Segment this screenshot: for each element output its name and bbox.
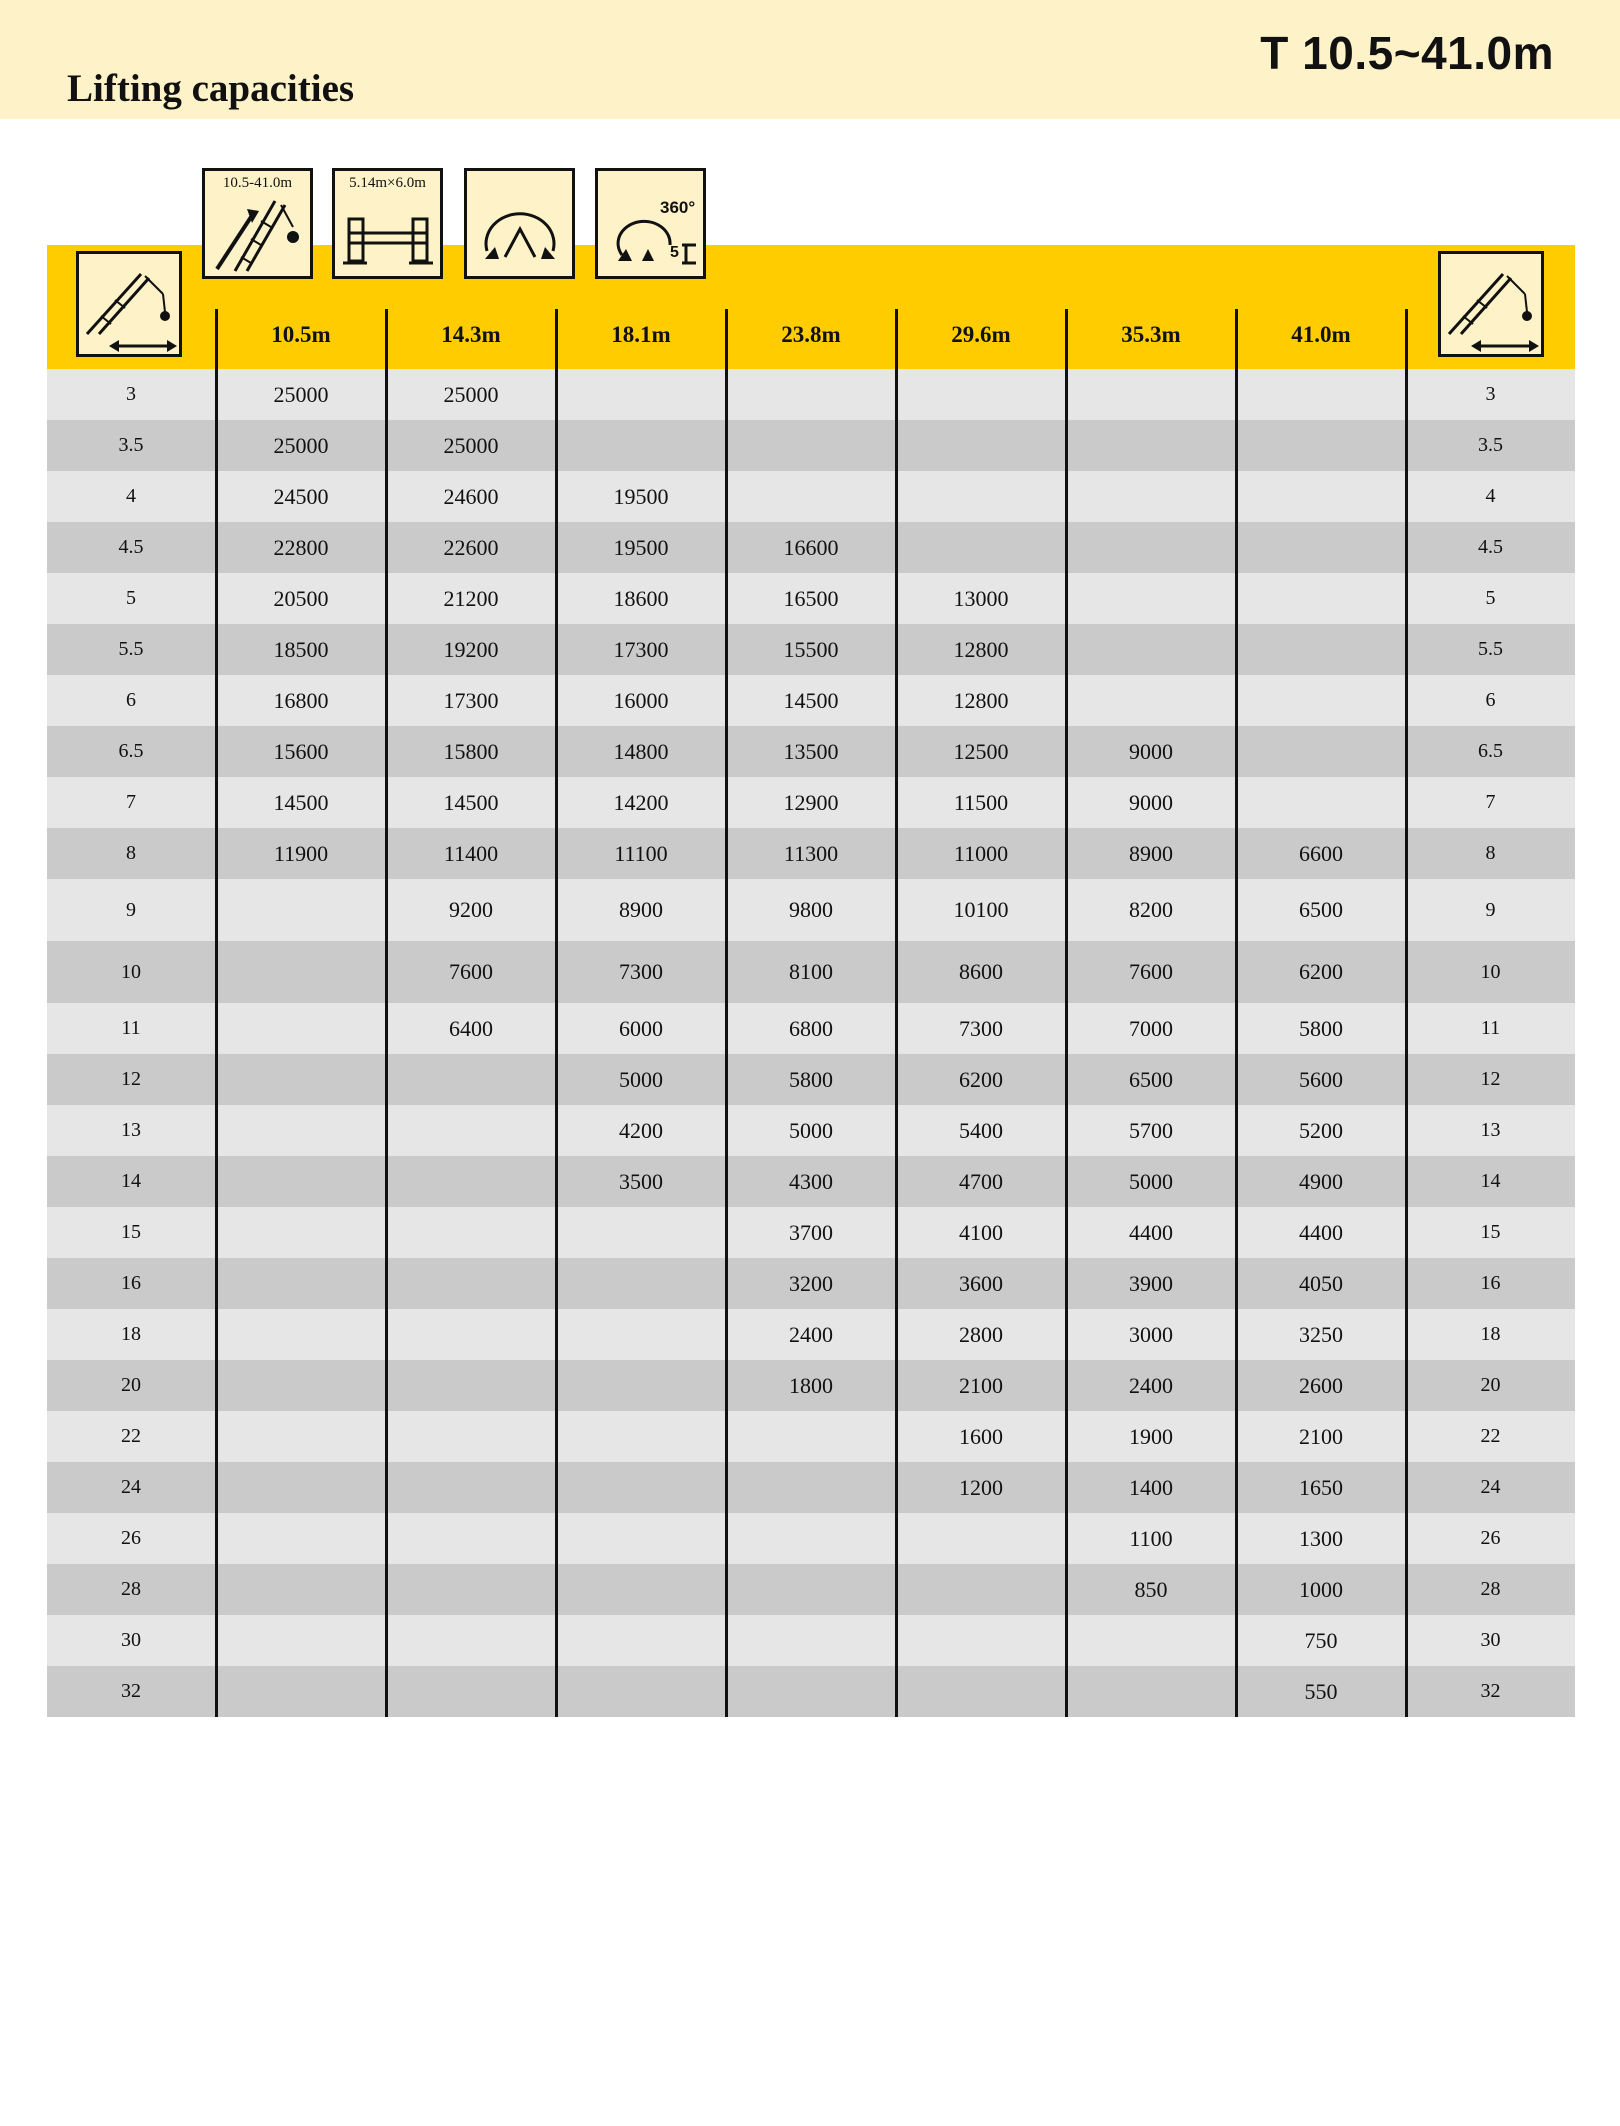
radius-cell-right: 8 xyxy=(1485,842,1496,864)
capacity-cell: 24500 xyxy=(273,483,329,509)
capacity-cell: 17300 xyxy=(613,636,669,662)
capacity-cell xyxy=(726,471,896,522)
capacity-cell: 2100 xyxy=(1299,1423,1343,1449)
column-header-boom-length: 10.5m xyxy=(271,322,331,347)
capacity-cell: 4400 xyxy=(1299,1219,1343,1245)
column-divider xyxy=(385,309,388,1717)
capacity-cell: 3500 xyxy=(619,1168,663,1194)
boom-length-icon xyxy=(202,168,313,279)
page-title: Lifting capacities xyxy=(67,67,355,110)
radius-cell-left: 3.5 xyxy=(118,434,144,456)
radius-cell-right: 6.5 xyxy=(1478,740,1503,762)
capacity-cell: 4900 xyxy=(1299,1168,1343,1194)
capacity-cell xyxy=(216,1003,386,1054)
radius-cell-left: 12 xyxy=(121,1068,141,1090)
capacity-cell: 9000 xyxy=(1129,789,1173,815)
radius-cell-left: 13 xyxy=(121,1119,141,1141)
radius-cell-right: 9 xyxy=(1485,898,1496,921)
radius-cell-right: 20 xyxy=(1480,1374,1501,1396)
capacity-cell: 25000 xyxy=(273,432,329,458)
capacity-cell xyxy=(1066,471,1236,522)
radius-cell-left: 24 xyxy=(121,1476,141,1498)
capacity-cell: 5800 xyxy=(1299,1015,1343,1041)
capacity-cell: 20500 xyxy=(273,585,329,611)
capacity-cell: 6200 xyxy=(959,1066,1003,1092)
capacity-cell xyxy=(556,1513,726,1564)
capacity-cell xyxy=(726,369,896,420)
table-row xyxy=(47,624,1575,675)
radius-cell-left: 5.5 xyxy=(118,638,144,660)
capacity-cell: 8900 xyxy=(1129,840,1173,866)
capacity-cell: 7300 xyxy=(959,1015,1003,1041)
radius-cell-right: 22 xyxy=(1480,1425,1501,1447)
capacity-cell xyxy=(896,522,1066,573)
radius-cell-right: 3 xyxy=(1485,383,1496,405)
radius-cell-left: 4 xyxy=(126,485,136,507)
capacity-cell xyxy=(216,1156,386,1207)
capacity-cell: 10100 xyxy=(953,897,1009,922)
radius-cell-right: 6 xyxy=(1485,689,1496,711)
capacity-cell: 11900 xyxy=(273,840,329,866)
capacity-cell: 16500 xyxy=(783,585,839,611)
capacity-cell xyxy=(1236,777,1406,828)
capacity-cell: 5800 xyxy=(789,1066,833,1092)
table-row xyxy=(47,777,1575,828)
boom-configuration-label: T 10.5~41.0m xyxy=(1260,27,1554,79)
table-row xyxy=(47,573,1575,624)
capacity-cell: 12800 xyxy=(953,687,1009,713)
table-row xyxy=(47,675,1575,726)
table-row xyxy=(47,369,1575,420)
radius-cell-right: 5.5 xyxy=(1478,638,1503,660)
capacity-cell xyxy=(386,1462,556,1513)
capacity-cell xyxy=(556,1564,726,1615)
table-row xyxy=(47,1207,1575,1258)
table-row xyxy=(47,522,1575,573)
capacity-cell xyxy=(386,1564,556,1615)
capacity-cell: 6600 xyxy=(1299,840,1343,866)
capacity-cell xyxy=(556,1258,726,1309)
capacity-cell xyxy=(556,1462,726,1513)
capacity-cell xyxy=(726,420,896,471)
capacity-cell xyxy=(1066,420,1236,471)
capacity-cell xyxy=(386,1156,556,1207)
capacity-cell: 4400 xyxy=(1129,1219,1173,1245)
capacity-cell: 14200 xyxy=(613,789,669,815)
table-row xyxy=(47,1615,1575,1666)
capacity-cell: 3900 xyxy=(1129,1270,1173,1296)
table-row xyxy=(47,1156,1575,1207)
capacity-cell: 7600 xyxy=(1129,959,1173,984)
capacity-cell xyxy=(1236,675,1406,726)
capacity-cell: 11500 xyxy=(953,789,1009,815)
capacity-cell xyxy=(386,1207,556,1258)
radius-cell-left: 11 xyxy=(121,1017,141,1039)
capacity-cell xyxy=(386,1054,556,1105)
capacity-cell: 7300 xyxy=(619,959,663,984)
column-header-boom-length: 23.8m xyxy=(781,322,841,347)
capacity-cell: 6000 xyxy=(619,1015,663,1041)
capacity-cell: 24600 xyxy=(443,483,499,509)
capacity-cell xyxy=(216,1360,386,1411)
capacity-cell xyxy=(726,1564,896,1615)
capacity-cell xyxy=(726,1615,896,1666)
capacity-cell xyxy=(386,1105,556,1156)
capacity-cell xyxy=(386,1258,556,1309)
radius-cell-left: 22 xyxy=(121,1425,141,1447)
capacity-cell: 1650 xyxy=(1299,1474,1343,1500)
capacity-cell xyxy=(556,1360,726,1411)
capacity-cell xyxy=(216,1207,386,1258)
radius-cell-left: 3 xyxy=(126,383,136,405)
capacity-cell: 4100 xyxy=(959,1219,1003,1245)
capacity-cell: 12500 xyxy=(953,738,1009,764)
radius-cell-left: 20 xyxy=(121,1374,141,1396)
capacity-cell xyxy=(216,1666,386,1717)
capacity-cell: 11400 xyxy=(443,840,499,866)
capacity-cell: 12800 xyxy=(953,636,1009,662)
capacity-cell xyxy=(386,1615,556,1666)
table-row xyxy=(47,941,1575,1003)
outrigger-span-icon xyxy=(332,168,443,279)
capacity-cell: 4050 xyxy=(1299,1270,1343,1296)
capacity-cell xyxy=(896,471,1066,522)
capacity-cell xyxy=(556,1207,726,1258)
capacity-cell xyxy=(216,1105,386,1156)
radius-cell-left: 6.5 xyxy=(118,740,144,762)
capacity-cell: 12900 xyxy=(783,789,839,815)
table-row xyxy=(47,1666,1575,1717)
capacity-cell: 25000 xyxy=(273,381,329,407)
capacity-cell: 3250 xyxy=(1299,1321,1343,1347)
table-row xyxy=(47,1411,1575,1462)
capacity-cell: 5000 xyxy=(789,1117,833,1143)
capacity-cell xyxy=(216,1258,386,1309)
capacity-cell xyxy=(1236,624,1406,675)
radius-cell-right: 32 xyxy=(1480,1680,1501,1702)
column-divider xyxy=(725,309,728,1717)
outrigger-span-caption: 5.14m×6.0m xyxy=(349,175,426,191)
capacity-cell: 11100 xyxy=(614,840,668,866)
radius-cell-right: 7 xyxy=(1485,791,1496,813)
capacity-cell: 4200 xyxy=(619,1117,663,1143)
capacity-cell xyxy=(1236,369,1406,420)
radius-cell-left: 4.5 xyxy=(118,536,144,558)
capacity-cell xyxy=(556,1411,726,1462)
table-row xyxy=(47,1054,1575,1105)
capacity-cell: 14500 xyxy=(443,789,499,815)
table-row xyxy=(47,1309,1575,1360)
radius-cell-right: 24 xyxy=(1480,1476,1501,1498)
capacity-cell: 15500 xyxy=(783,636,839,662)
capacity-cell xyxy=(216,1564,386,1615)
capacity-cell xyxy=(1066,624,1236,675)
capacity-cell xyxy=(896,369,1066,420)
column-divider xyxy=(895,309,898,1717)
capacity-cell: 1300 xyxy=(1299,1525,1343,1551)
capacity-cell: 2600 xyxy=(1299,1372,1343,1398)
capacity-cell xyxy=(726,1411,896,1462)
capacity-cell xyxy=(556,420,726,471)
capacity-cell xyxy=(1066,1666,1236,1717)
capacity-cell xyxy=(1066,573,1236,624)
table-row xyxy=(47,1360,1575,1411)
capacity-cell: 16000 xyxy=(613,687,669,713)
radius-cell-left: 26 xyxy=(121,1527,141,1549)
capacity-cell xyxy=(1236,522,1406,573)
capacity-cell: 1800 xyxy=(789,1372,833,1398)
radius-cell-right: 10 xyxy=(1480,960,1501,983)
radius-cell-right: 13 xyxy=(1480,1119,1501,1141)
lifting-capacity-table xyxy=(47,369,1575,1717)
table-row xyxy=(47,471,1575,522)
capacity-cell: 2400 xyxy=(789,1321,833,1347)
capacity-cell: 4700 xyxy=(959,1168,1003,1194)
capacity-cell xyxy=(896,420,1066,471)
capacity-cell xyxy=(1066,1615,1236,1666)
column-header-boom-length: 14.3m xyxy=(441,322,501,347)
working-area-icon xyxy=(464,168,575,279)
capacity-cell: 2800 xyxy=(959,1321,1003,1347)
column-header-boom-length: 35.3m xyxy=(1121,322,1181,347)
capacity-cell: 25000 xyxy=(443,432,499,458)
capacity-cell xyxy=(726,1513,896,1564)
capacity-cell: 11000 xyxy=(953,840,1009,866)
capacity-cell: 5700 xyxy=(1129,1117,1173,1143)
capacity-cell xyxy=(216,941,386,1003)
capacity-cell xyxy=(1236,420,1406,471)
table-row xyxy=(47,1258,1575,1309)
capacity-cell: 5600 xyxy=(1299,1066,1343,1092)
capacity-cell: 1600 xyxy=(959,1423,1003,1449)
slewing-5-label: 5 xyxy=(670,244,679,261)
capacity-cell xyxy=(896,1513,1066,1564)
capacity-cell xyxy=(216,879,386,941)
capacity-cell: 7600 xyxy=(449,959,493,984)
capacity-cell: 750 xyxy=(1304,1627,1338,1653)
capacity-cell: 5400 xyxy=(959,1117,1003,1143)
capacity-cell: 25000 xyxy=(443,381,499,407)
table-row xyxy=(47,1564,1575,1615)
capacity-cell: 2100 xyxy=(959,1372,1003,1398)
capacity-cell: 3000 xyxy=(1129,1321,1173,1347)
capacity-cell: 1900 xyxy=(1129,1423,1173,1449)
table-row xyxy=(47,879,1575,941)
capacity-cell: 8100 xyxy=(789,959,833,984)
capacity-cell: 22800 xyxy=(273,534,329,560)
capacity-cell: 6800 xyxy=(789,1015,833,1041)
capacity-cell: 16800 xyxy=(273,687,329,713)
capacity-cell: 1200 xyxy=(959,1474,1003,1500)
capacity-cell: 13000 xyxy=(953,585,1009,611)
radius-cell-left: 28 xyxy=(121,1578,141,1600)
capacity-cell: 15800 xyxy=(443,738,499,764)
capacity-cell: 4300 xyxy=(789,1168,833,1194)
capacity-cell: 3600 xyxy=(959,1270,1003,1296)
capacity-cell: 18600 xyxy=(613,585,669,611)
capacity-cell xyxy=(1236,726,1406,777)
radius-cell-left: 5 xyxy=(126,587,136,609)
table-row xyxy=(47,1462,1575,1513)
capacity-cell: 16600 xyxy=(783,534,839,560)
capacity-cell: 14800 xyxy=(613,738,669,764)
column-divider xyxy=(1235,309,1238,1717)
capacity-cell xyxy=(216,1054,386,1105)
capacity-cell xyxy=(556,369,726,420)
radius-cell-left: 30 xyxy=(121,1629,141,1651)
radius-cell-right: 14 xyxy=(1480,1170,1501,1192)
capacity-cell xyxy=(1066,675,1236,726)
capacity-cell: 5000 xyxy=(619,1066,663,1092)
radius-cell-left: 18 xyxy=(121,1323,141,1345)
table-row xyxy=(47,726,1575,777)
radius-cell-left: 7 xyxy=(126,791,136,813)
capacity-cell: 19200 xyxy=(443,636,499,662)
capacity-cell: 15600 xyxy=(273,738,329,764)
capacity-cell: 11300 xyxy=(783,840,839,866)
capacity-cell xyxy=(386,1411,556,1462)
capacity-cell: 5000 xyxy=(1129,1168,1173,1194)
radius-cell-right: 15 xyxy=(1480,1221,1501,1243)
capacity-cell: 6500 xyxy=(1299,897,1343,922)
capacity-cell xyxy=(896,1615,1066,1666)
column-header-boom-length: 41.0m xyxy=(1291,322,1351,347)
table-row xyxy=(47,1003,1575,1054)
capacity-cell: 7000 xyxy=(1129,1015,1173,1041)
capacity-cell xyxy=(1066,522,1236,573)
capacity-cell: 8200 xyxy=(1129,897,1173,922)
capacity-cell: 18500 xyxy=(273,636,329,662)
capacity-cell: 1000 xyxy=(1299,1576,1343,1602)
capacity-cell: 14500 xyxy=(273,789,329,815)
capacity-cell: 5200 xyxy=(1299,1117,1343,1143)
radius-cell-right: 18 xyxy=(1480,1323,1501,1345)
slewing-360-icon xyxy=(595,168,706,279)
capacity-cell: 9200 xyxy=(449,897,493,922)
table-row xyxy=(47,1105,1575,1156)
radius-cell-left: 32 xyxy=(121,1680,141,1702)
column-header-boom-length: 18.1m xyxy=(611,322,671,347)
radius-cell-left: 16 xyxy=(121,1272,141,1294)
capacity-cell xyxy=(1236,573,1406,624)
table-row xyxy=(47,828,1575,879)
capacity-cell xyxy=(216,1411,386,1462)
column-divider xyxy=(1065,309,1068,1717)
radius-cell-right: 4.5 xyxy=(1478,536,1503,558)
radius-cell-right: 26 xyxy=(1480,1527,1501,1549)
capacity-cell xyxy=(216,1513,386,1564)
capacity-cell xyxy=(896,1666,1066,1717)
radius-cell-right: 30 xyxy=(1480,1629,1501,1651)
capacity-cell xyxy=(216,1309,386,1360)
capacity-cell: 3200 xyxy=(789,1270,833,1296)
capacity-cell xyxy=(386,1360,556,1411)
capacity-cell: 19500 xyxy=(613,534,669,560)
capacity-cell: 8900 xyxy=(619,897,663,922)
radius-cell-right: 11 xyxy=(1480,1017,1501,1039)
capacity-cell: 9800 xyxy=(789,897,833,922)
capacity-cell: 8600 xyxy=(959,959,1003,984)
column-divider xyxy=(215,309,218,1717)
radius-cell-right: 28 xyxy=(1480,1578,1501,1600)
column-divider xyxy=(555,309,558,1717)
working-radius-icon xyxy=(1438,251,1544,357)
capacity-cell: 19500 xyxy=(613,483,669,509)
capacity-cell: 550 xyxy=(1304,1678,1338,1704)
slewing-360-label: 360° xyxy=(660,198,696,217)
column-header-boom-length: 29.6m xyxy=(951,322,1011,347)
capacity-cell xyxy=(386,1513,556,1564)
capacity-cell: 22600 xyxy=(443,534,499,560)
table-row xyxy=(47,1513,1575,1564)
working-radius-icon xyxy=(76,251,182,357)
radius-cell-right: 16 xyxy=(1480,1272,1501,1294)
radius-cell-left: 15 xyxy=(121,1221,141,1243)
capacity-cell: 6200 xyxy=(1299,959,1343,984)
capacity-cell: 3700 xyxy=(789,1219,833,1245)
capacity-cell xyxy=(726,1666,896,1717)
radius-cell-left: 8 xyxy=(126,842,136,864)
capacity-cell xyxy=(896,1564,1066,1615)
column-divider xyxy=(1405,309,1408,1717)
capacity-cell: 1400 xyxy=(1129,1474,1173,1500)
radius-cell-left: 9 xyxy=(126,898,136,921)
radius-cell-right: 12 xyxy=(1480,1068,1501,1090)
capacity-cell xyxy=(386,1666,556,1717)
capacity-cell xyxy=(386,1309,556,1360)
capacity-cell xyxy=(1066,369,1236,420)
radius-cell-right: 4 xyxy=(1485,485,1496,507)
capacity-cell: 21200 xyxy=(443,585,499,611)
radius-cell-left: 10 xyxy=(121,960,141,983)
radius-cell-left: 14 xyxy=(121,1170,141,1192)
capacity-cell xyxy=(216,1462,386,1513)
capacity-cell: 14500 xyxy=(783,687,839,713)
capacity-cell: 9000 xyxy=(1129,738,1173,764)
radius-cell-right: 5 xyxy=(1485,587,1496,609)
capacity-cell: 6500 xyxy=(1129,1066,1173,1092)
capacity-cell xyxy=(726,1462,896,1513)
capacity-cell: 1100 xyxy=(1129,1525,1173,1551)
radius-cell-right: 3.5 xyxy=(1478,434,1503,456)
capacity-cell xyxy=(216,1615,386,1666)
capacity-cell: 6400 xyxy=(449,1015,493,1041)
capacity-cell: 850 xyxy=(1134,1576,1168,1602)
capacity-cell xyxy=(556,1666,726,1717)
table-row xyxy=(47,420,1575,471)
capacity-cell xyxy=(556,1615,726,1666)
boom-length-caption: 10.5-41.0m xyxy=(222,175,293,191)
capacity-cell: 2400 xyxy=(1129,1372,1173,1398)
capacity-cell: 17300 xyxy=(443,687,499,713)
capacity-cell: 13500 xyxy=(783,738,839,764)
radius-cell-left: 6 xyxy=(126,689,136,711)
capacity-cell xyxy=(1236,471,1406,522)
capacity-cell xyxy=(556,1309,726,1360)
